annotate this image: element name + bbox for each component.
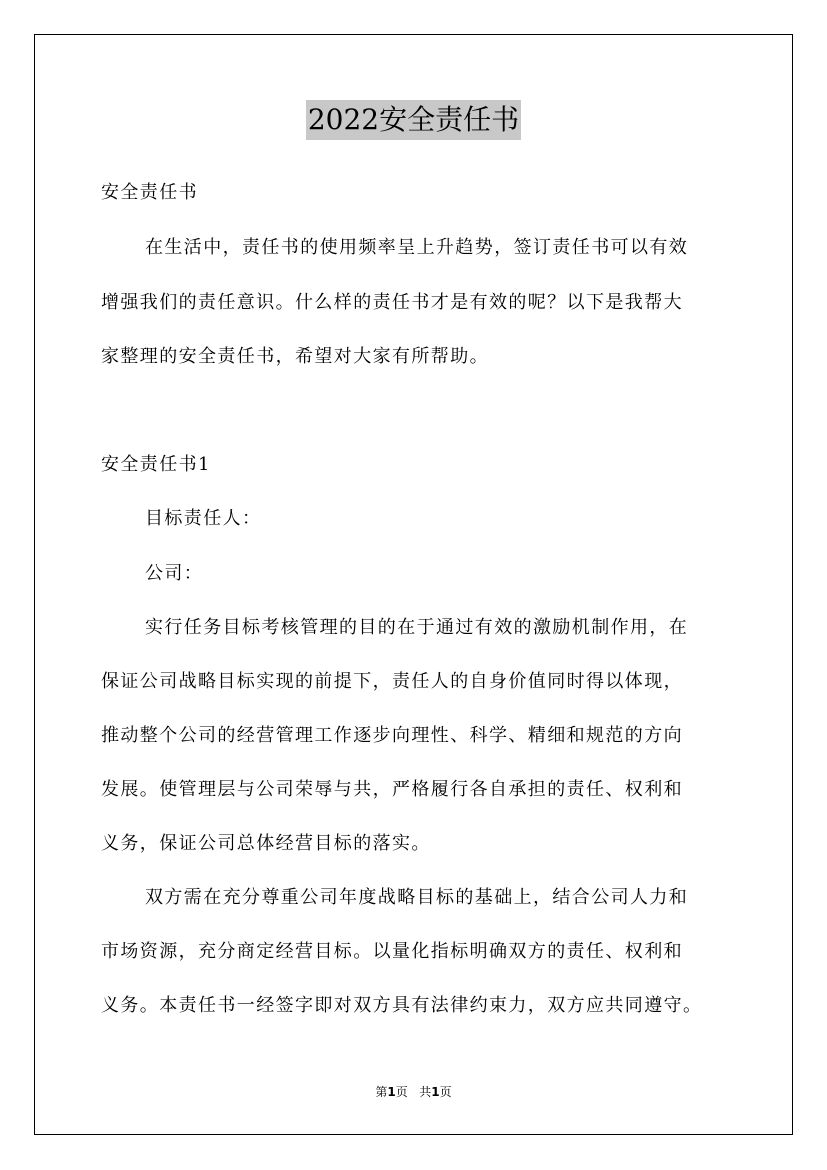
target-responsible-label: 目标责任人： — [145, 508, 262, 529]
total-pages: 1 — [431, 1085, 440, 1099]
intro-line-2: 增强我们的责任意识。什么样的责任书才是有效的呢？以下是我帮大 — [101, 292, 683, 313]
page-suffix: 页 — [395, 1085, 408, 1099]
section-heading: 安全责任书1 — [101, 454, 211, 475]
total-suffix: 页 — [439, 1085, 452, 1099]
company-label: 公司： — [145, 563, 204, 584]
para1-line-1: 实行任务目标考核管理的目的在于通过有效的激励机制作用，在 — [145, 617, 689, 638]
para2-line-2: 市场资源，充分商定经营目标。以量化指标明确双方的责任、权利和 — [101, 941, 683, 962]
title-wrapper — [0, 100, 827, 140]
document-subtitle: 安全责任书 — [101, 182, 198, 203]
intro-line-3: 家整理的安全责任书，希望对大家有所帮助。 — [101, 346, 489, 367]
para1-line-5: 义务，保证公司总体经营目标的落实。 — [101, 833, 431, 854]
para2-line-1: 双方需在充分尊重公司年度战略目标的基础上，结合公司人力和 — [145, 887, 689, 908]
page-number: 1 — [387, 1085, 396, 1099]
para2-line-3: 义务。本责任书一经签字即对双方具有法律约束力，双方应共同遵守。 — [101, 995, 703, 1016]
para1-line-3: 推动整个公司的经营管理工作逐步向理性、科学、精细和规范的方向 — [101, 725, 683, 746]
para1-line-4: 发展。使管理层与公司荣辱与共，严格履行各自承担的责任、权利和 — [101, 779, 683, 800]
document-title: 2022安全责任书 — [306, 100, 521, 140]
page-prefix: 第 — [375, 1085, 388, 1099]
para1-line-2: 保证公司战略目标实现的前提下，责任人的自身价值同时得以体现， — [101, 671, 683, 692]
page-footer — [0, 1084, 827, 1100]
total-prefix: 共 — [419, 1085, 432, 1099]
intro-line-1: 在生活中，责任书的使用频率呈上升趋势，签订责任书可以有效 — [145, 237, 689, 258]
